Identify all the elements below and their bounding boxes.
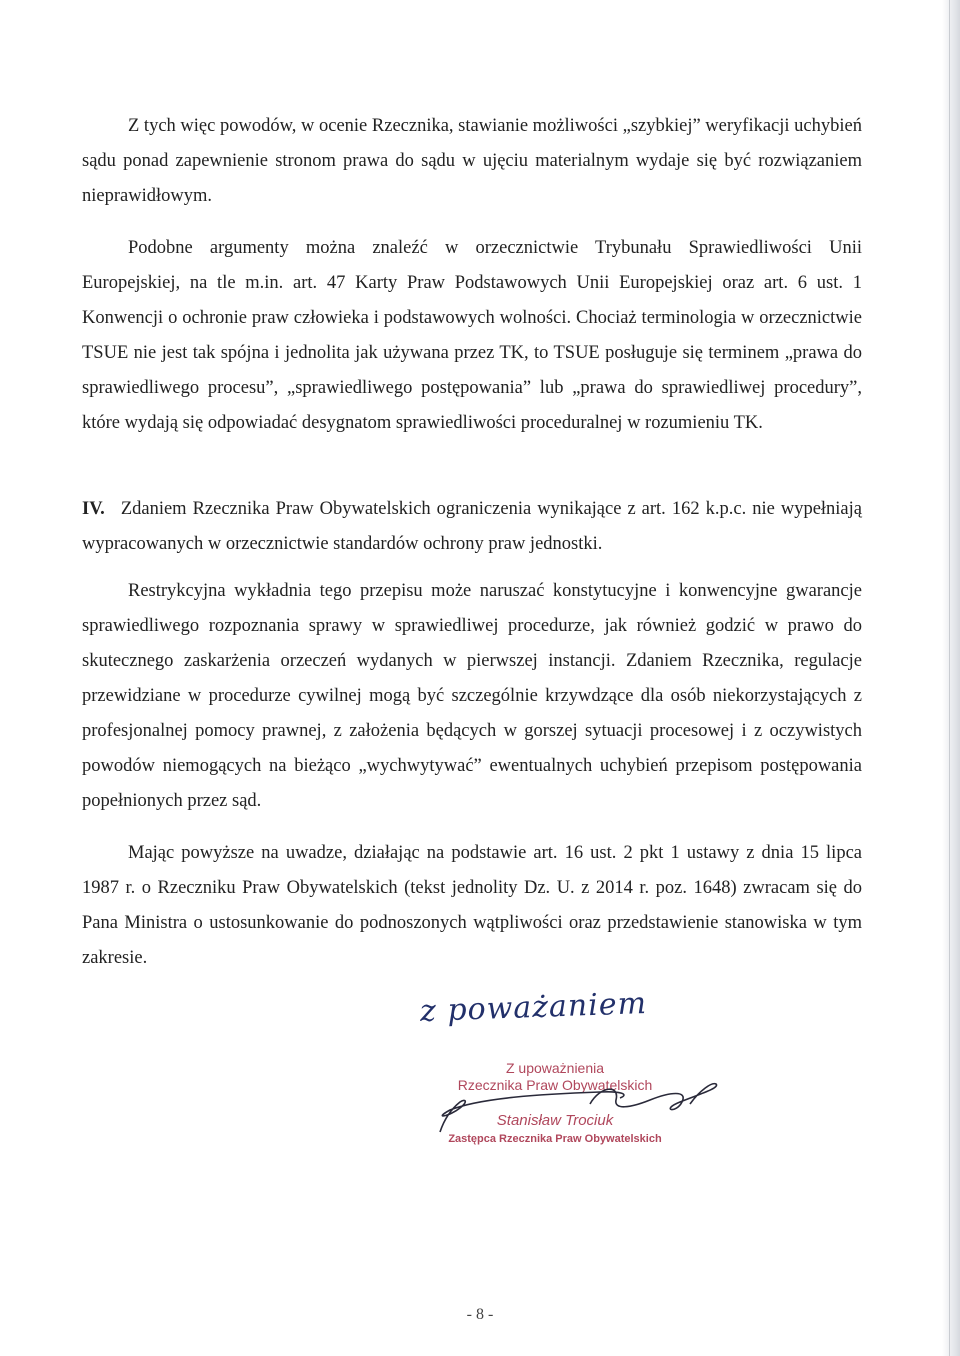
handwritten-closing: z poważaniem: [419, 986, 648, 1029]
page-number: - 8 -: [466, 1306, 494, 1323]
paragraph-1-text: Z tych więc powodów, w ocenie Rzecznika, stawianie możliwości „szybkiej” weryfikacji uchybień sądu ponad zapewnienie stronom prawa do sądu w ujęciu materialnym wydaje się być rozwiązaniem nieprawidłowym.: [82, 116, 862, 206]
paragraph-1: [82, 109, 862, 214]
stamp-name: Stanisław Trociuk: [496, 1112, 614, 1129]
paragraph-2: Podobne argumenty można znaleźć w orzecznictwie Trybunału Sprawiedliwości Unii Europejskiej, na tle m.in. art. 47 Karty Praw Podstawowych Unii Europejskiej oraz art. 6 ust. 1 Konwencji o ochronie praw człowieka i podstawowych wolności. Chociaż terminologia w orzecznictwie TSUE nie jest tak spójna i jednolita jak używana przez TK, to TSUE posługuje się terminem „prawa do sprawiedliwego procesu”, „sprawiedliwego postępowania” lub „prawa do sprawiedliwej procedury”, które wydają się odpowiadać desygnatom sprawiedliwości proceduralnej w rozumieniu TK.: [82, 238, 862, 433]
stamp-line-2: Rzecznika Praw Obywatelskich: [457, 1077, 653, 1093]
handwritten-signature: [420, 1080, 740, 1140]
stamp-title: Zastępca Rzecznika Praw Obywatelskich: [448, 1133, 662, 1145]
paragraph-5: Mając powyższe na uwadze, działając na podstawie art. 16 ust. 2 pkt 1 ustawy z dnia 15 lipca 1987 r. o Rzeczniku Praw Obywatelskich (tekst jednolity Dz. U. z 2014 r. poz. 1648) zwracam się do Pana Ministra o ustosunkowanie do podnoszonych wątpliwości oraz przedstawienie stanowiska w tym zakresie.: [82, 843, 862, 968]
paragraph-3-text: Zdaniem Rzecznika Praw Obywatelskich ograniczenia wynikające z art. 162 k.p.c. nie wypełniają wypracowanych w orzecznictwie standardów ochrony praw jednostki.: [82, 499, 862, 554]
paragraph-4: Restrykcyjna wykładnia tego przepisu może naruszać konstytucyjne i konwencyjne gwarancje sprawiedliwego rozpoznania sprawy w sprawiedliwej procedurze, jak również godzić w prawo do skutecznego zaskarżenia orzeczeń wydanych w pierwszej instancji. Zdaniem Rzecznika, regulacje przewidziane w procedurze cywilnej mogą być szczególnie krzywdzące dla osób niekorzystających z profesjonalnej pomocy prawnej, z założenia będących w gorszej sytuacji procesowej i z oczywistych powodów niemogących na bieżąco „wychwytywać” ewentualnych uchybień przepisom postępowania popełnionych przez sąd.: [82, 581, 862, 811]
section-marker: IV.: [82, 499, 105, 519]
page-edge-shadow: [942, 0, 960, 1356]
page-edge-line: [949, 0, 950, 1356]
stamp-line-1: Z upoważnienia: [505, 1060, 605, 1076]
paragraph-3: [82, 492, 862, 562]
